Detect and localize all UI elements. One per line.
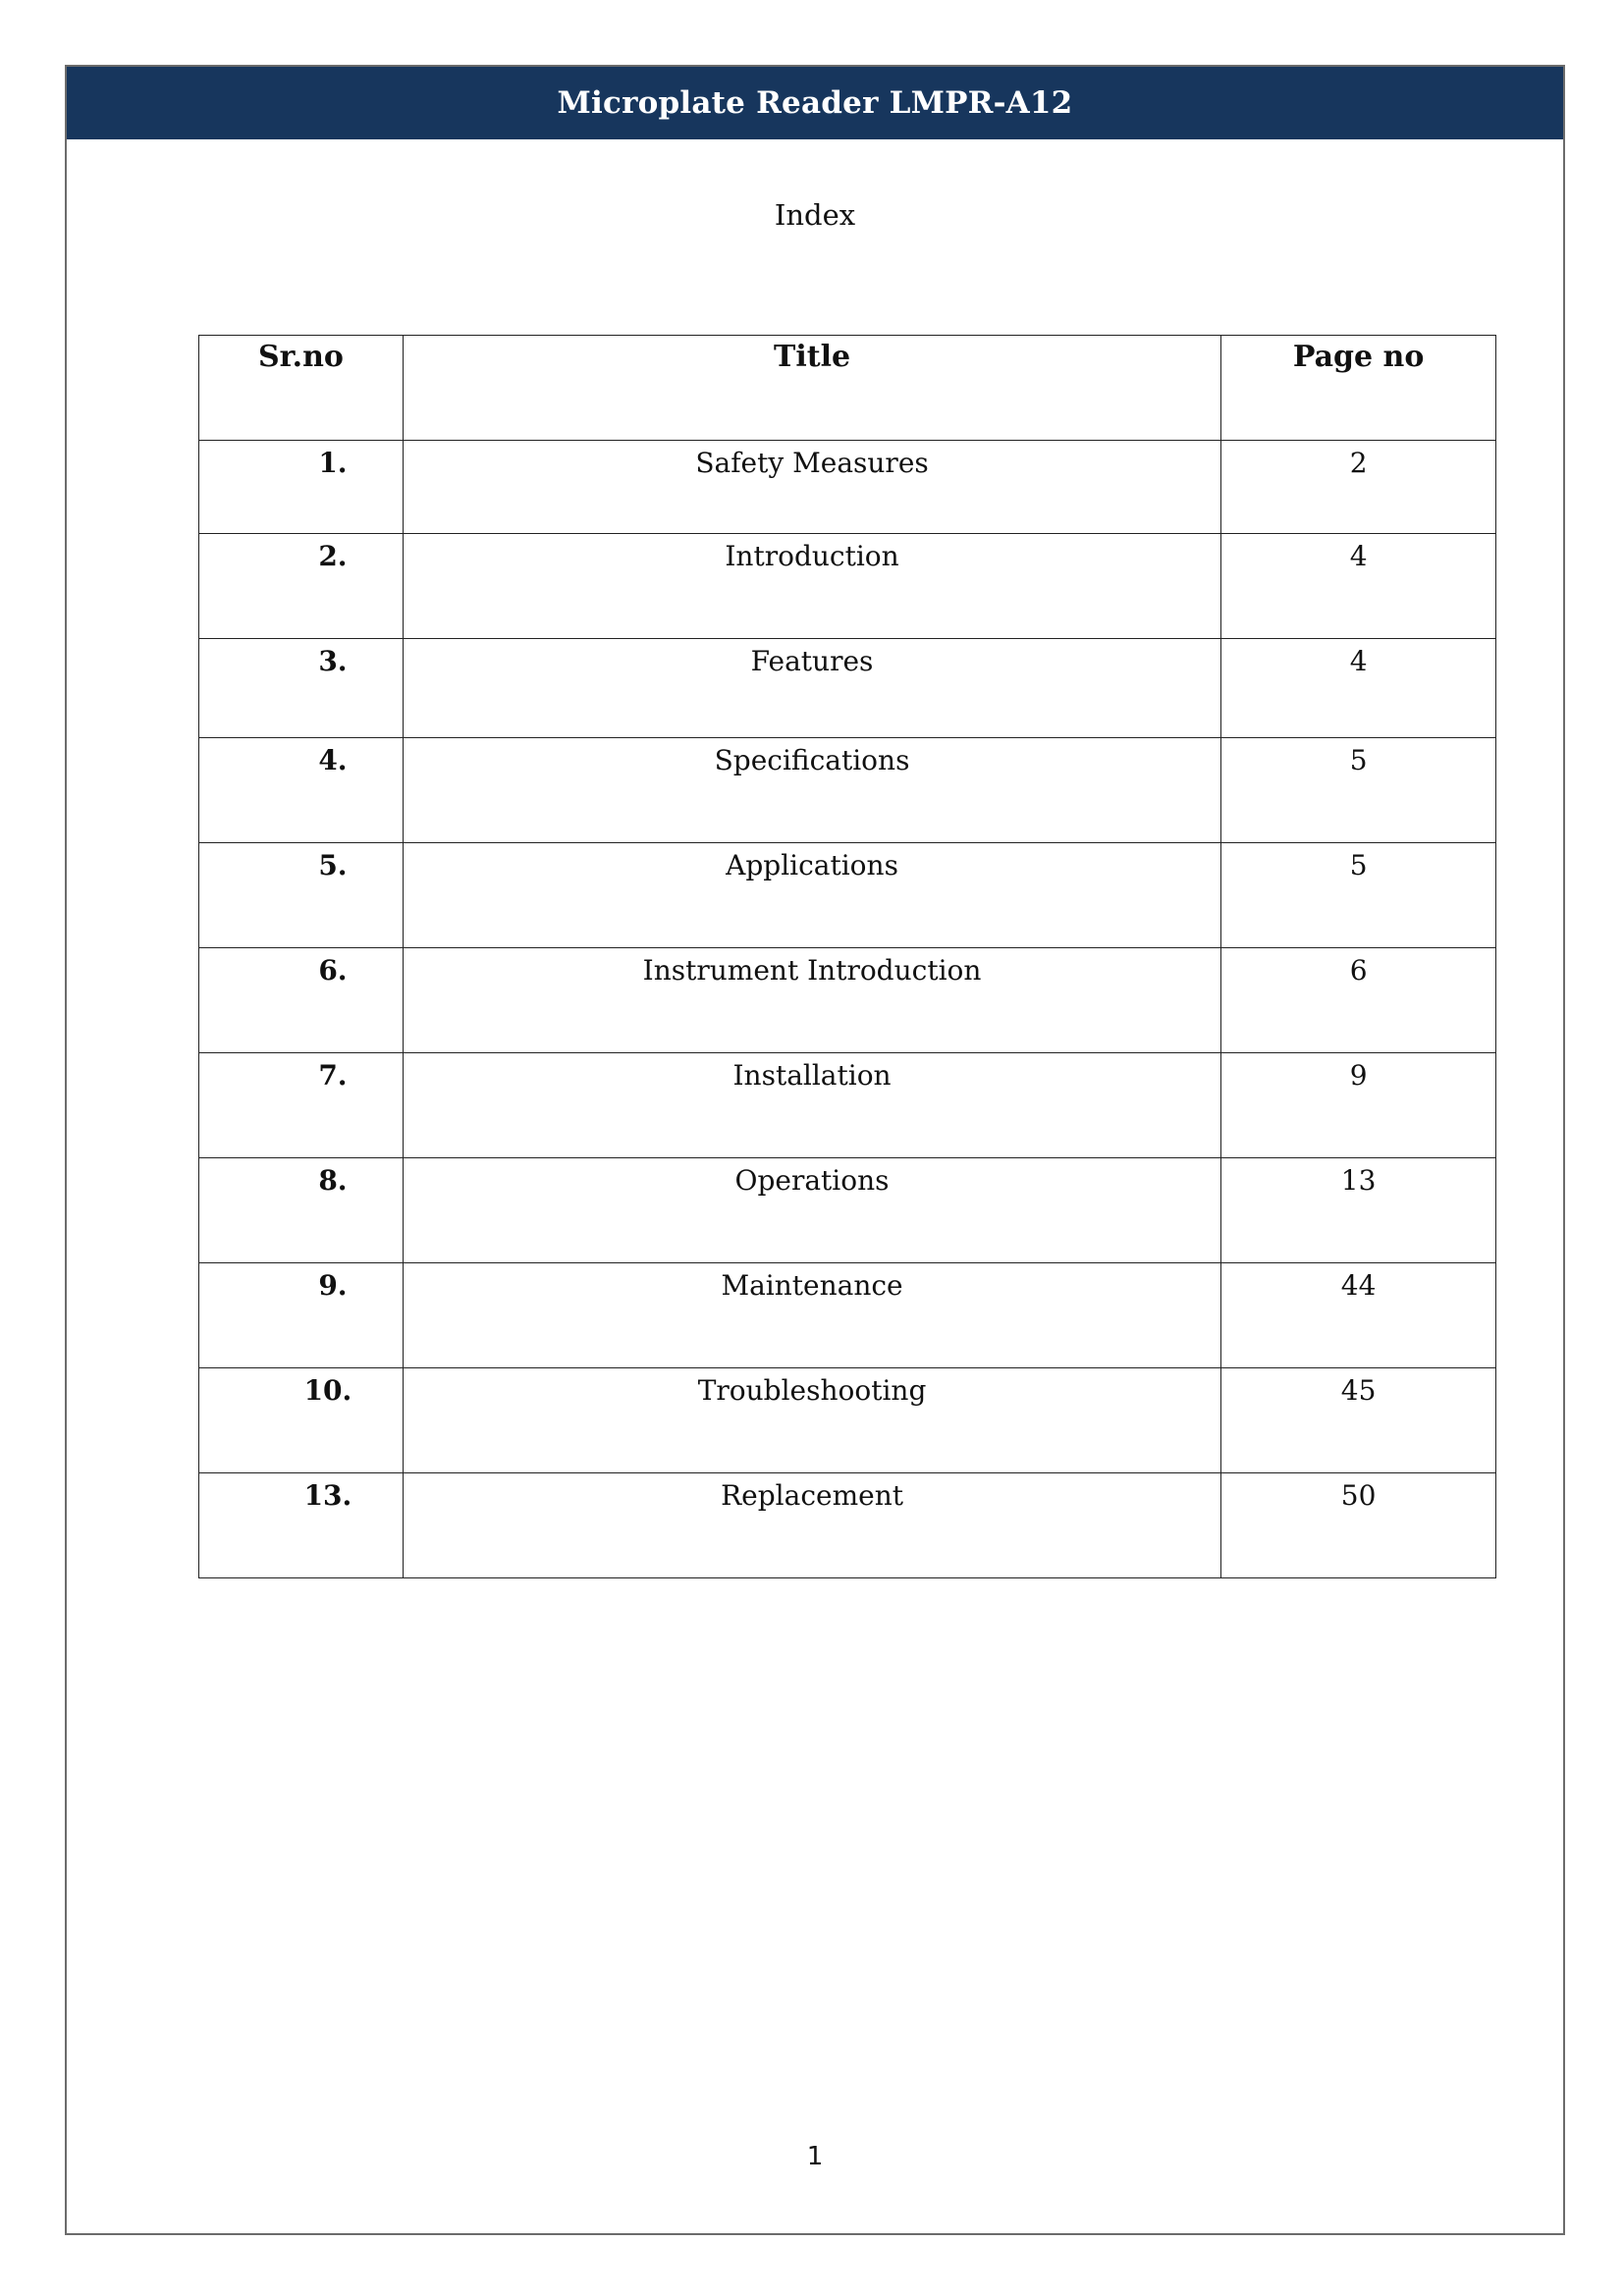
title-cell: Instrument Introduction (403, 948, 1220, 1053)
table-row (199, 1158, 1496, 1263)
page-no-cell: 13 (1221, 1158, 1496, 1263)
table-row (199, 843, 1496, 948)
sr-no-cell: 1. (199, 441, 404, 534)
table-row (199, 1368, 1496, 1473)
title-cell: Operations (403, 1158, 1220, 1263)
table-row (199, 639, 1496, 738)
sr-no-cell: 2. (199, 534, 404, 639)
table-row (199, 1053, 1496, 1158)
page-no-cell: 6 (1221, 948, 1496, 1053)
title-cell: Applications (403, 843, 1220, 948)
title-cell: Introduction (403, 534, 1220, 639)
sr-no-cell: 9. (199, 1263, 404, 1368)
column-header-page-no: Page no (1221, 336, 1496, 441)
page-no-cell: 45 (1221, 1368, 1496, 1473)
sr-no-cell: 4. (199, 738, 404, 843)
sr-no-cell: 7. (199, 1053, 404, 1158)
title-cell: Installation (403, 1053, 1220, 1158)
sr-no-cell: 10. (199, 1368, 404, 1473)
page-no-cell: 2 (1221, 441, 1496, 534)
title-cell: Specifications (403, 738, 1220, 843)
table-header-row (199, 336, 1496, 441)
page-frame (65, 65, 1565, 2235)
sr-no-cell: 5. (199, 843, 404, 948)
table-row (199, 948, 1496, 1053)
page-no-cell: 5 (1221, 738, 1496, 843)
sr-no-cell: 13. (199, 1473, 404, 1578)
sr-no-cell: 8. (199, 1158, 404, 1263)
document-header (67, 67, 1563, 139)
table-row (199, 1263, 1496, 1368)
table-row (199, 1473, 1496, 1578)
table-row (199, 441, 1496, 534)
sr-no-cell: 6. (199, 948, 404, 1053)
title-cell: Replacement (403, 1473, 1220, 1578)
table-row (199, 534, 1496, 639)
page-no-cell: 5 (1221, 843, 1496, 948)
column-header-sr-no: Sr.no (199, 336, 404, 441)
page-no-cell: 50 (1221, 1473, 1496, 1578)
title-cell: Maintenance (403, 1263, 1220, 1368)
column-header-title: Title (403, 336, 1220, 441)
page-no-cell: 4 (1221, 639, 1496, 738)
title-cell: Features (403, 639, 1220, 738)
page-no-cell: 9 (1221, 1053, 1496, 1158)
index-table (198, 335, 1496, 1578)
page-no-cell: 4 (1221, 534, 1496, 639)
sr-no-cell: 3. (199, 639, 404, 738)
title-cell: Safety Measures (403, 441, 1220, 534)
page-number: 1 (806, 2142, 824, 2171)
title-cell: Troubleshooting (403, 1368, 1220, 1473)
document-title: Microplate Reader LMPR-A12 (557, 85, 1073, 121)
table-row (199, 738, 1496, 843)
page-no-cell: 44 (1221, 1263, 1496, 1368)
index-heading: Index (774, 198, 856, 232)
